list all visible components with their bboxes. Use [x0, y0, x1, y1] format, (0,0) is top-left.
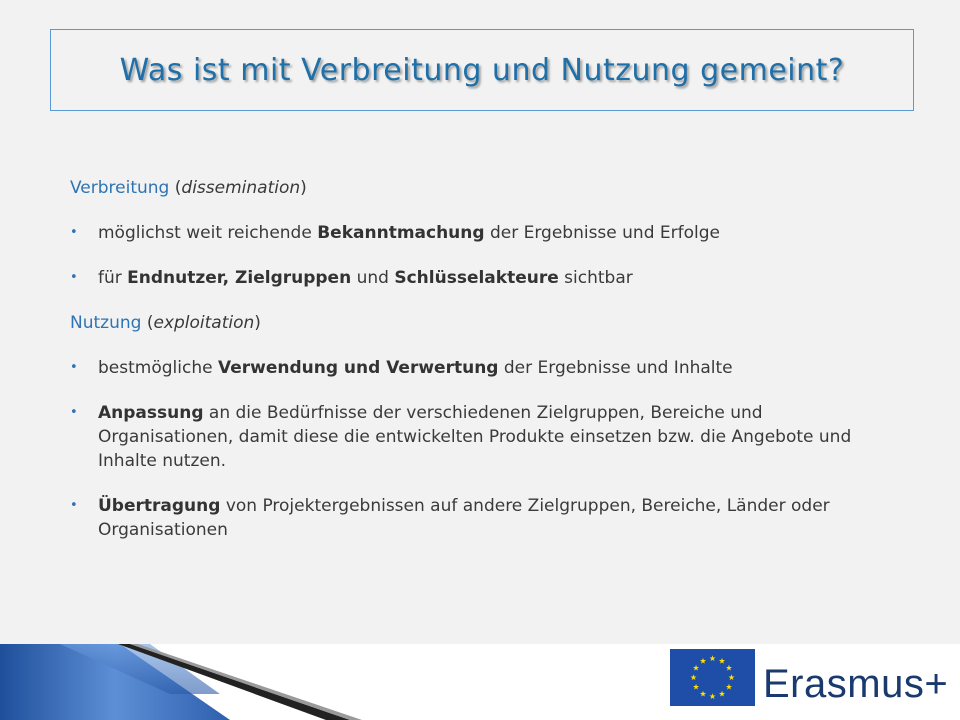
bullet-text: der Ergebnisse und Inhalte: [498, 358, 733, 378]
heading-term: dissemination: [181, 178, 301, 198]
eu-flag-icon: [670, 649, 755, 706]
list-item: [70, 221, 890, 245]
bullet-text: an die Bedürfnisse der verschiedenen Zielgruppen, Bereiche und Organisationen, damit diese die entwickelten Produkte einsetzen bzw. die Angebote und Inhalte nutzen.: [98, 403, 852, 471]
slide-title: Was ist mit Verbreitung und Nutzung gemeint?: [119, 52, 845, 88]
slide-content: [70, 176, 890, 563]
title-box: [50, 29, 914, 111]
bullet-bold: Endnutzer, Zielgruppen: [127, 268, 352, 288]
bullet-list-verbreitung: [70, 221, 890, 290]
bullet-bold: Bekanntmachung: [317, 223, 485, 243]
list-item: [70, 266, 890, 290]
bullet-text: von Projektergebnissen auf andere Zielgruppen, Bereiche, Länder oder Organisationen: [98, 496, 830, 540]
bullet-bold: Verwendung und Verwertung: [217, 358, 499, 378]
paren-open: (: [141, 313, 154, 333]
bullet-bold: Schlüsselakteure: [394, 268, 559, 288]
bullet-text: möglichst weit reichende: [98, 223, 318, 243]
heading-label: Verbreitung: [70, 178, 170, 198]
heading-term: exploitation: [153, 313, 255, 333]
bullet-text: bestmögliche: [98, 358, 218, 378]
bullet-bold: Übertragung: [98, 496, 221, 516]
bullet-text: sichtbar: [558, 268, 633, 288]
list-item: [70, 401, 890, 473]
paren-close: ): [254, 313, 261, 333]
bullet-bold: Anpassung: [98, 403, 204, 423]
paren-open: (: [169, 178, 182, 198]
paren-close: ): [300, 178, 307, 198]
bullet-list-nutzung: [70, 356, 890, 542]
section-heading-nutzung: [70, 311, 890, 335]
list-item: [70, 356, 890, 380]
list-item: [70, 494, 890, 542]
bullet-text: und: [351, 268, 395, 288]
erasmus-logo-text: Erasmus+: [763, 662, 949, 706]
section-heading-verbreitung: [70, 176, 890, 200]
bullet-text: der Ergebnisse und Erfolge: [484, 223, 720, 243]
heading-label: Nutzung: [70, 313, 142, 333]
bullet-text: für: [98, 268, 128, 288]
